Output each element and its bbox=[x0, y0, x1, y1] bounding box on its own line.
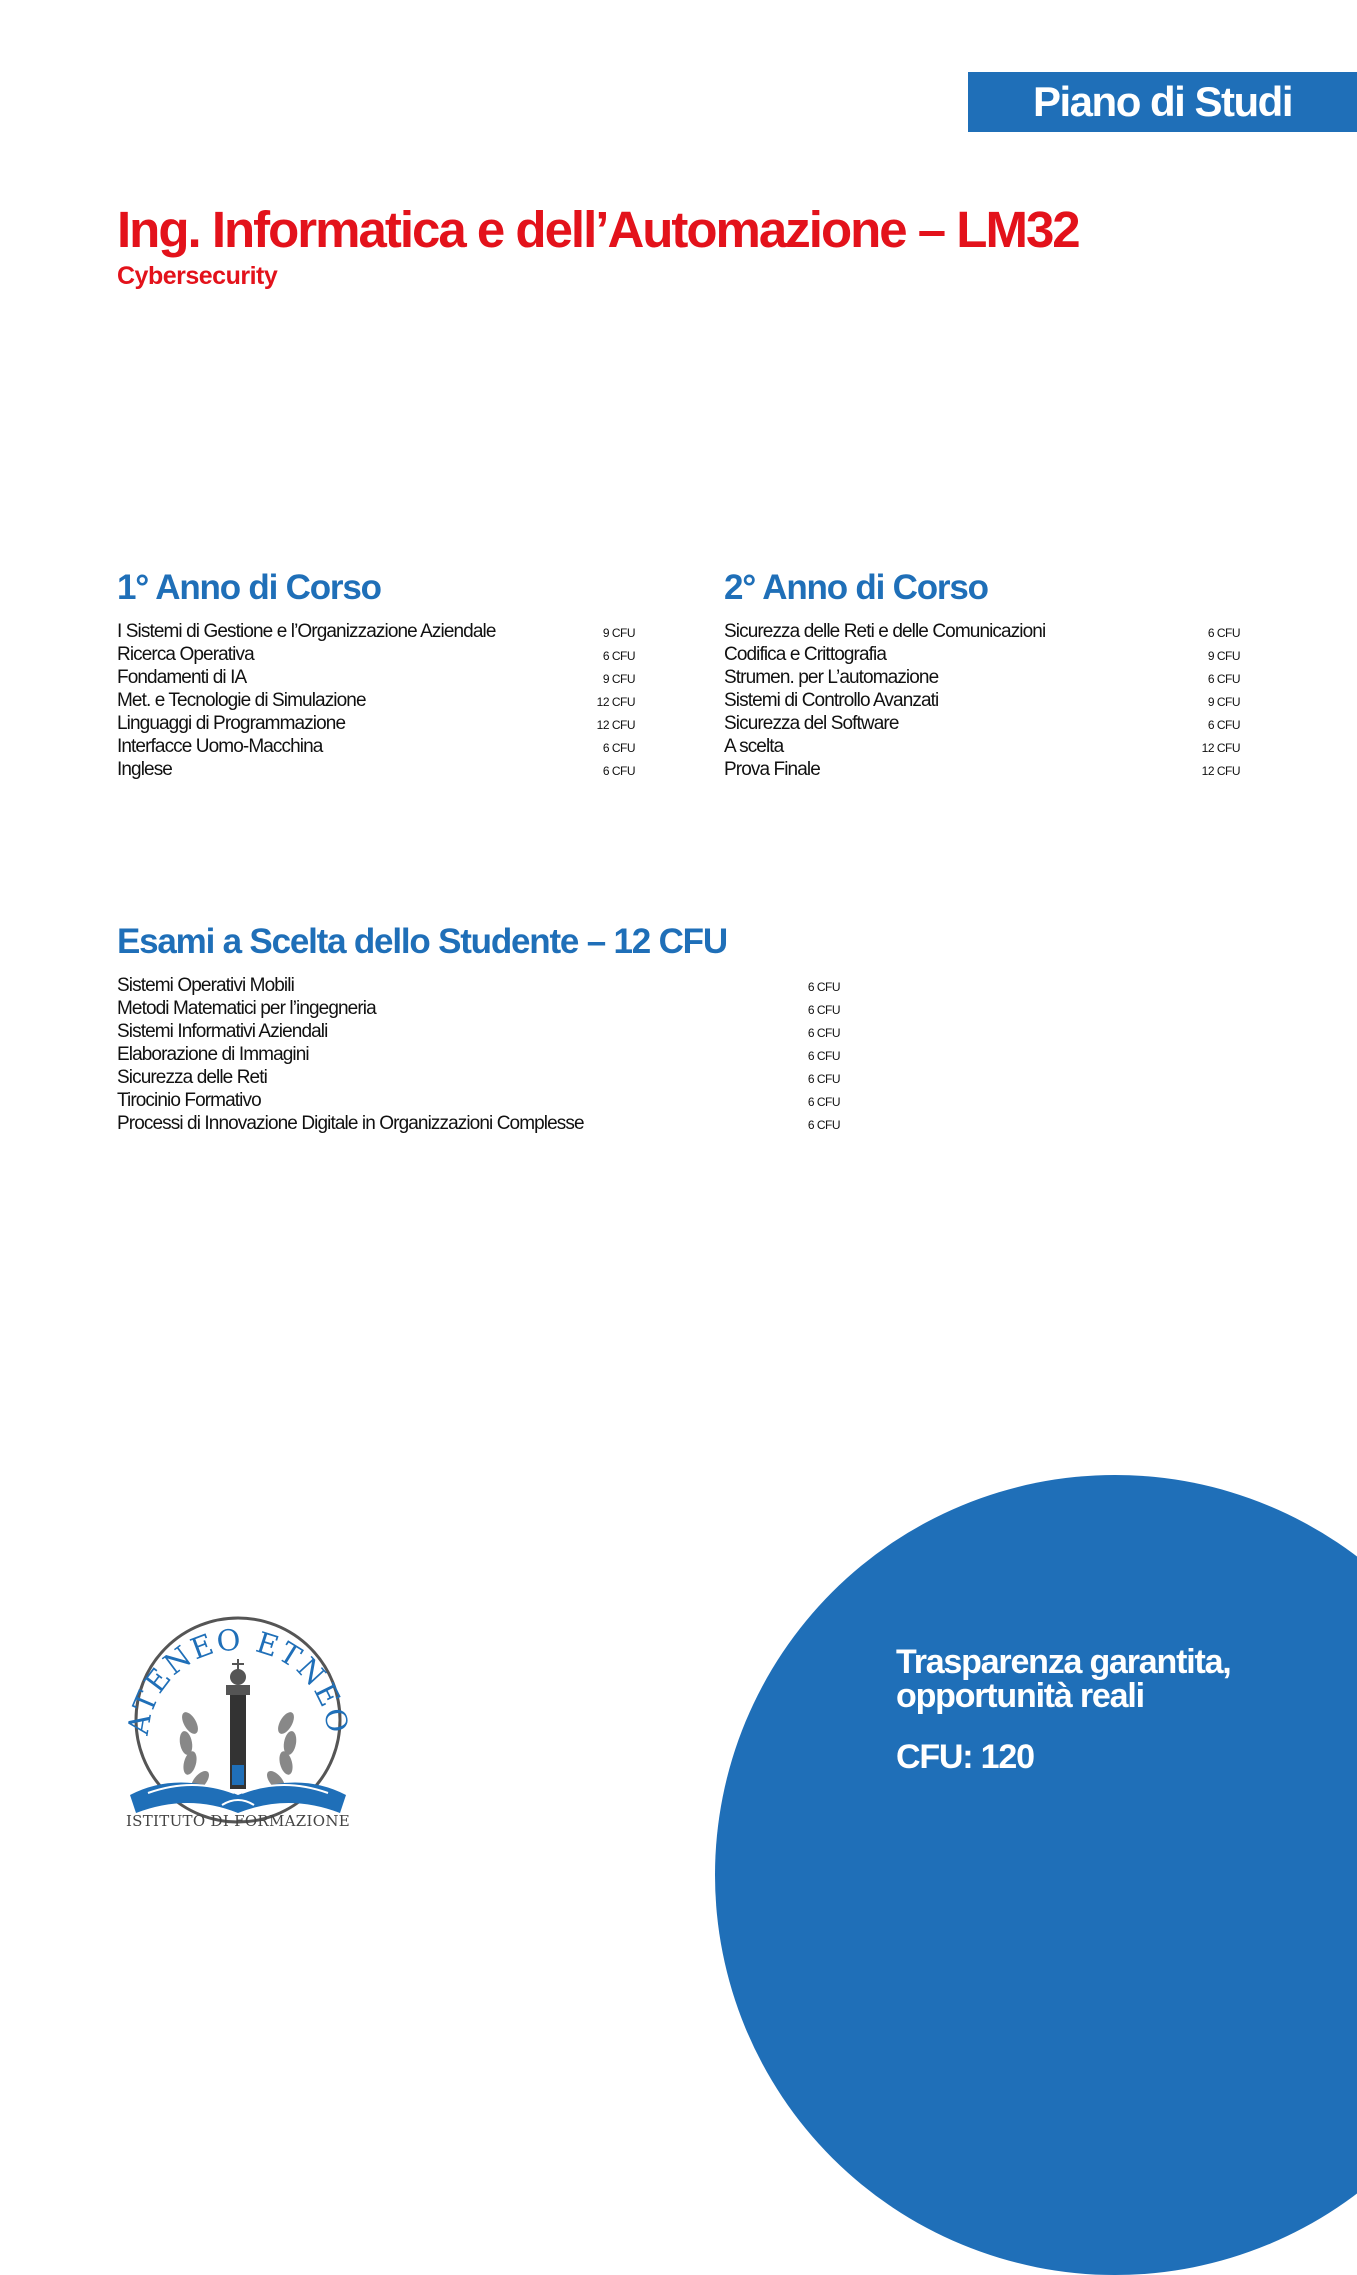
course-row bbox=[117, 690, 635, 713]
year2-course-list bbox=[724, 621, 1240, 782]
course-cfu: 12 CFU bbox=[596, 695, 635, 709]
logo-arc-text: ATENEO ETNEO bbox=[120, 1622, 356, 1738]
course-name: Elaborazione di Immagini bbox=[117, 1044, 309, 1065]
course-row bbox=[724, 621, 1240, 644]
course-row bbox=[117, 975, 840, 998]
slogan bbox=[896, 1645, 1231, 1713]
course-row bbox=[724, 644, 1240, 667]
course-name: Interfacce Uomo-Macchina bbox=[117, 736, 323, 757]
slogan-line-2: opportunità reali bbox=[896, 1677, 1144, 1715]
course-name: Sistemi Informativi Aziendali bbox=[117, 1021, 328, 1042]
course-row bbox=[117, 667, 635, 690]
course-name: Sistemi di Controllo Avanzati bbox=[724, 690, 939, 711]
course-row bbox=[117, 998, 840, 1021]
course-name: Codifica e Crittografia bbox=[724, 644, 886, 665]
course-cfu: 6 CFU bbox=[807, 1026, 840, 1040]
cfu-total: CFU: 120 bbox=[896, 1738, 1034, 1776]
course-row bbox=[117, 736, 635, 759]
course-name: Tirocinio Formativo bbox=[117, 1090, 261, 1111]
course-row bbox=[724, 690, 1240, 713]
banner-label: Piano di Studi bbox=[1033, 78, 1292, 125]
course-cfu: 9 CFU bbox=[602, 672, 635, 686]
course-cfu: 6 CFU bbox=[807, 1072, 840, 1086]
course-row bbox=[117, 1067, 840, 1090]
course-name: A scelta bbox=[724, 736, 784, 757]
course-name: Strumen. per L’automazione bbox=[724, 667, 939, 688]
course-name: Sicurezza del Software bbox=[724, 713, 899, 734]
ateneo-etneo-logo bbox=[118, 1605, 358, 1835]
course-cfu: 12 CFU bbox=[1201, 741, 1240, 755]
course-name: Metodi Matematici per l’ingegneria bbox=[117, 998, 376, 1019]
slogan-line-1: Trasparenza garantita, bbox=[896, 1643, 1231, 1681]
course-cfu: 9 CFU bbox=[1207, 695, 1240, 709]
course-row bbox=[117, 1090, 840, 1113]
lighthouse-icon bbox=[226, 1659, 250, 1789]
course-name: Processi di Innovazione Digitale in Organizzazioni Complesse bbox=[117, 1113, 584, 1134]
blue-circle-decoration bbox=[715, 1475, 1357, 2275]
course-row bbox=[117, 759, 635, 782]
piano-di-studi-banner bbox=[968, 72, 1357, 132]
course-name: Sicurezza delle Reti bbox=[117, 1067, 267, 1088]
year1-course-list bbox=[117, 621, 635, 782]
course-row bbox=[117, 644, 635, 667]
course-row bbox=[724, 713, 1240, 736]
year2-title: 2° Anno di Corso bbox=[724, 568, 988, 607]
course-name: Sistemi Operativi Mobili bbox=[117, 975, 294, 996]
course-row bbox=[724, 736, 1240, 759]
course-name: Prova Finale bbox=[724, 759, 820, 780]
course-row bbox=[724, 759, 1240, 782]
course-cfu: 6 CFU bbox=[602, 649, 635, 663]
course-name: Met. e Tecnologie di Simulazione bbox=[117, 690, 366, 711]
course-row bbox=[117, 621, 635, 644]
course-cfu: 6 CFU bbox=[1207, 672, 1240, 686]
course-cfu: 6 CFU bbox=[807, 980, 840, 994]
course-cfu: 6 CFU bbox=[807, 1095, 840, 1109]
course-cfu: 6 CFU bbox=[1207, 718, 1240, 732]
program-title: Ing. Informatica e dell’Automazione – LM32 bbox=[117, 201, 1079, 258]
course-row bbox=[117, 1113, 840, 1136]
electives-title: Esami a Scelta dello Studente – 12 CFU bbox=[117, 922, 727, 961]
course-row bbox=[117, 1044, 840, 1067]
course-cfu: 6 CFU bbox=[602, 764, 635, 778]
course-cfu: 6 CFU bbox=[807, 1118, 840, 1132]
course-cfu: 9 CFU bbox=[1207, 649, 1240, 663]
course-cfu: 6 CFU bbox=[807, 1003, 840, 1017]
course-row bbox=[724, 667, 1240, 690]
course-name: Fondamenti di IA bbox=[117, 667, 247, 688]
logo-caption: ISTITUTO DI FORMAZIONE bbox=[125, 1812, 351, 1830]
course-name: Inglese bbox=[117, 759, 172, 780]
course-cfu: 12 CFU bbox=[596, 718, 635, 732]
program-subtitle: Cybersecurity bbox=[117, 262, 278, 290]
course-row bbox=[117, 1021, 840, 1044]
electives-course-list bbox=[117, 975, 840, 1136]
year1-title: 1° Anno di Corso bbox=[117, 568, 381, 607]
course-name: I Sistemi di Gestione e l’Organizzazione Aziendale bbox=[117, 621, 496, 642]
course-name: Linguaggi di Programmazione bbox=[117, 713, 346, 734]
course-cfu: 12 CFU bbox=[1201, 764, 1240, 778]
course-row bbox=[117, 713, 635, 736]
course-name: Sicurezza delle Reti e delle Comunicazioni bbox=[724, 621, 1046, 642]
course-name: Ricerca Operativa bbox=[117, 644, 254, 665]
course-cfu: 6 CFU bbox=[1207, 626, 1240, 640]
course-cfu: 6 CFU bbox=[602, 741, 635, 755]
course-cfu: 9 CFU bbox=[602, 626, 635, 640]
course-cfu: 6 CFU bbox=[807, 1049, 840, 1063]
